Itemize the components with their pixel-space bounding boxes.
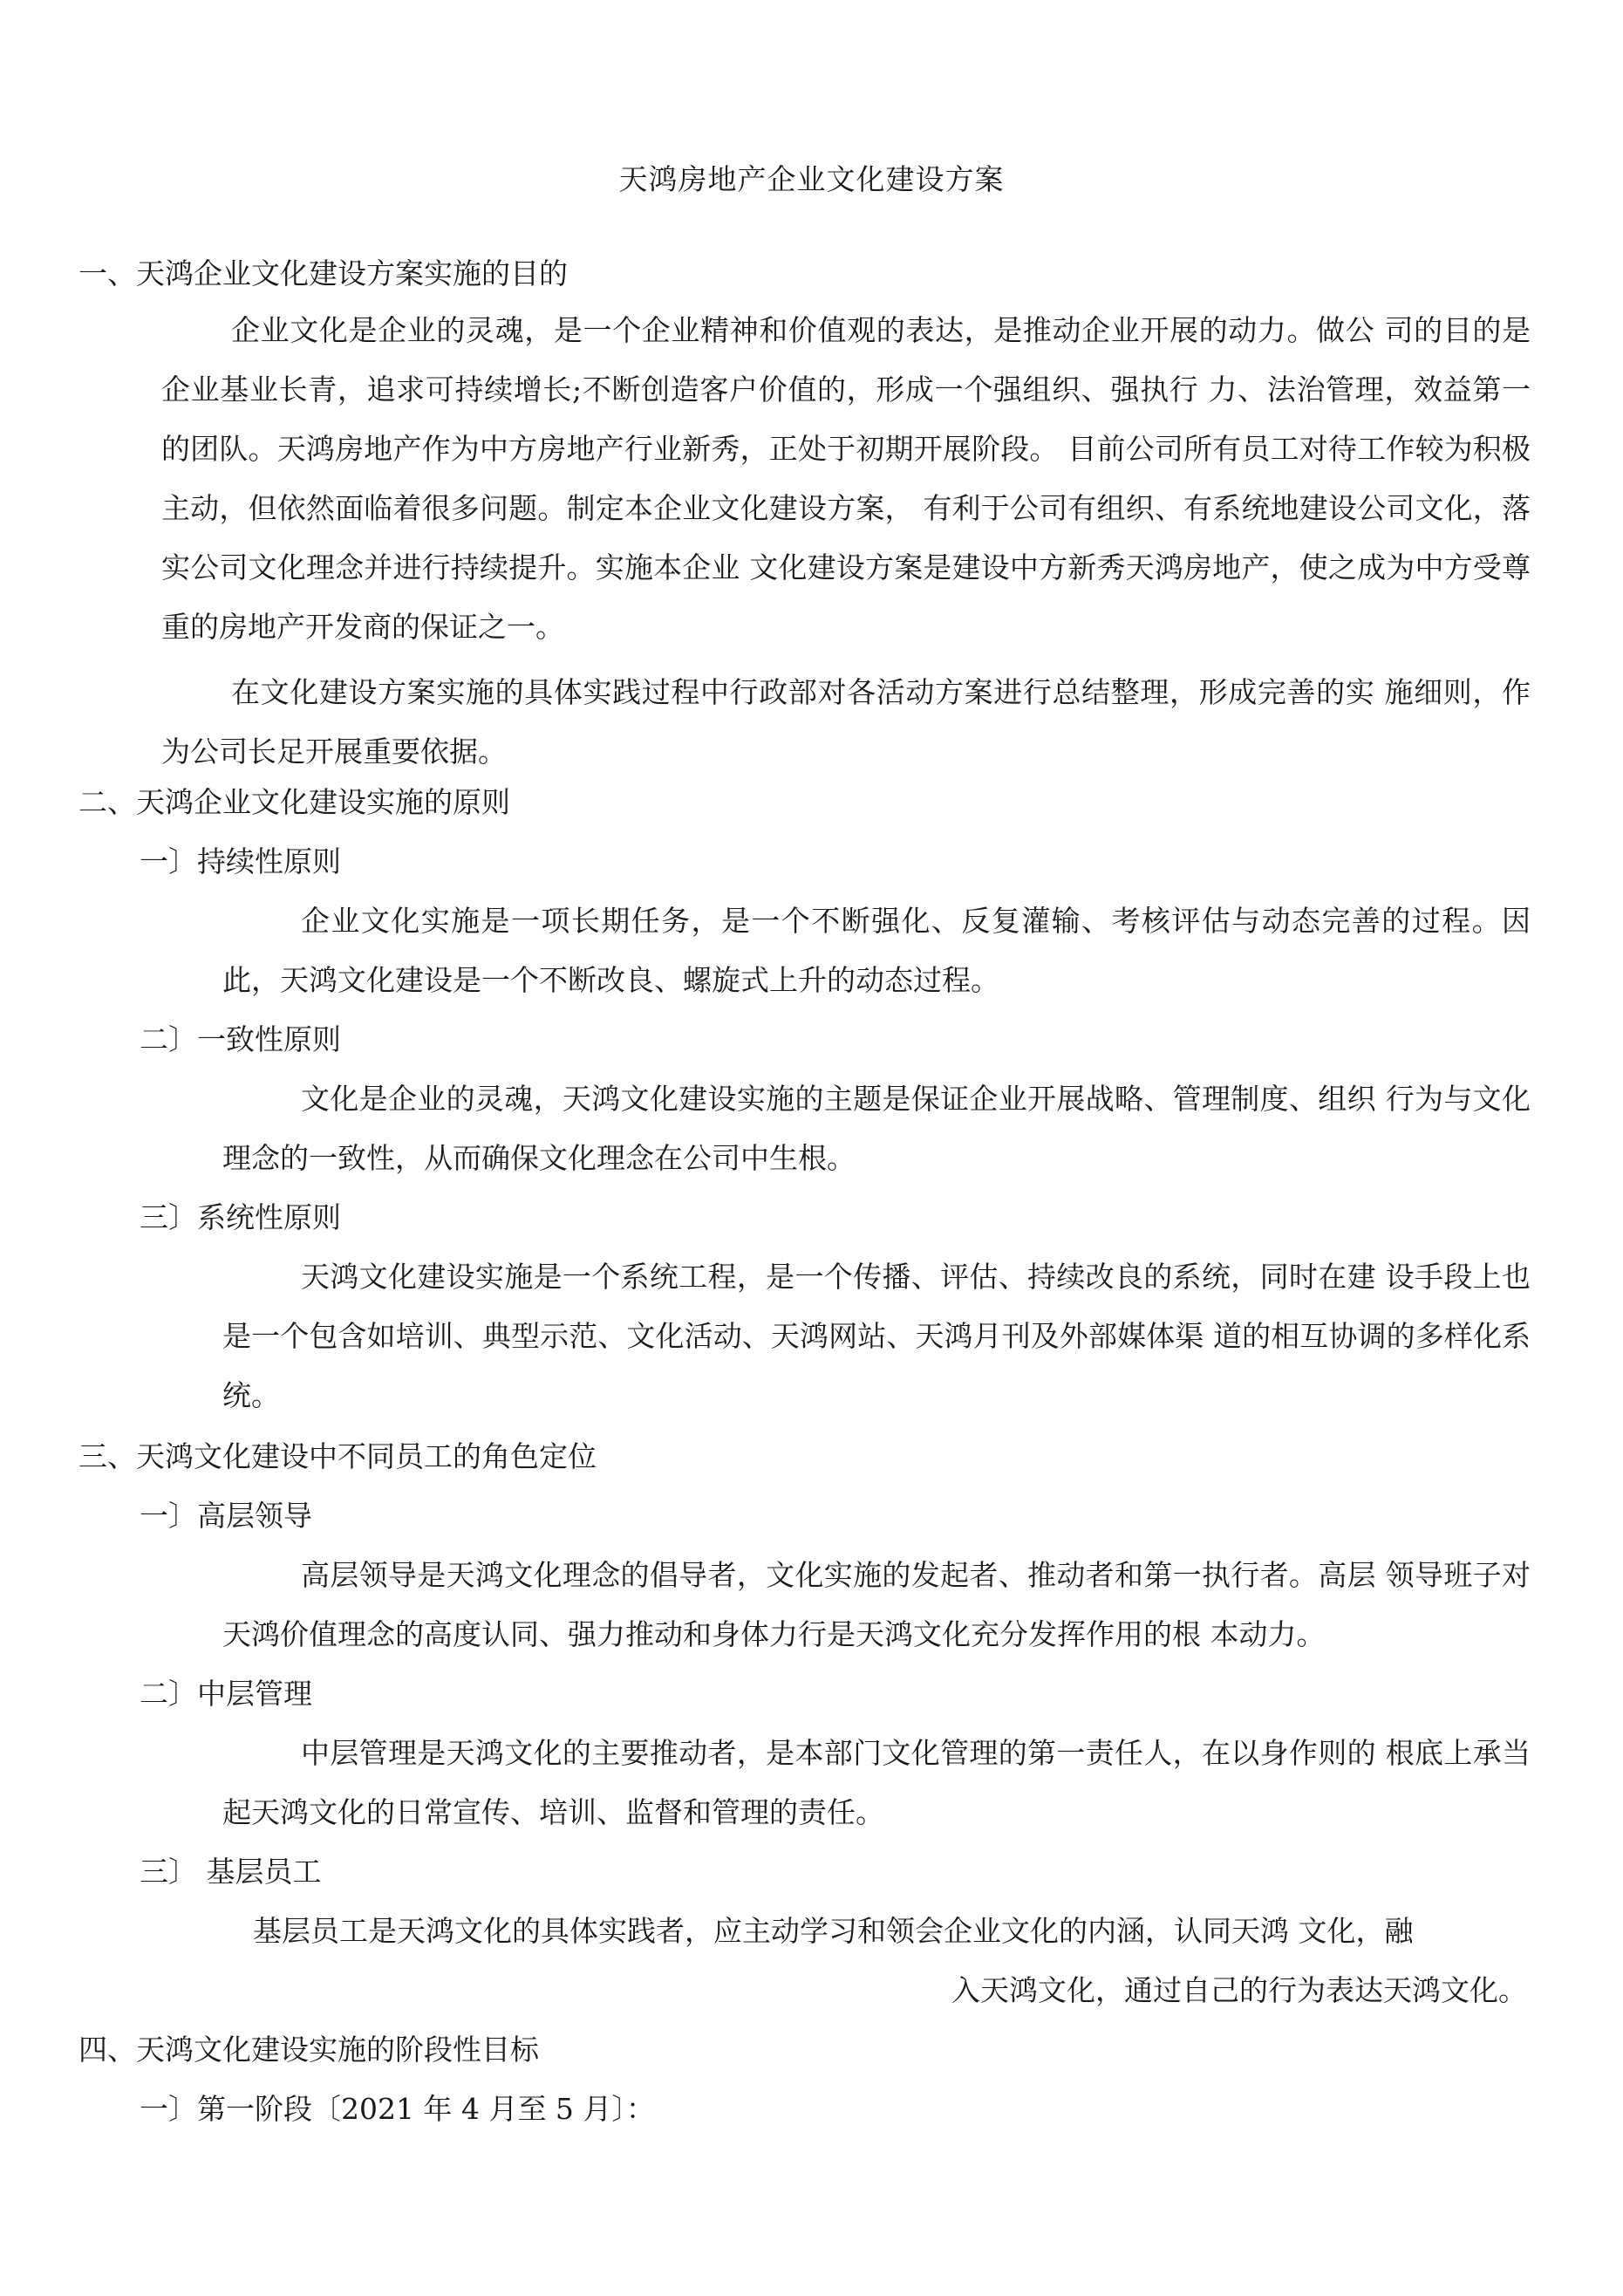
- document-title: 天鸿房地产企业文化建设方案: [618, 162, 1005, 196]
- section-heading-3: 三、天鸿文化建设中不同员工的角色定位: [78, 1439, 597, 1473]
- subsection-text-2-1: 企业文化实施是一项长期任务，是一个不断强化、反复灌输、考核评估与动态完善的过程。因此，天鸿文化建设是一个不断改良、螺旋式上升的动态过程。: [222, 904, 1531, 997]
- section-1-paragraph-2: 在文化建设方案实施的具体实践过程中行政部对各活动方案进行总结整理，形成完善的实 施细则，作为公司长足开展重要依据。: [161, 675, 1531, 769]
- subsection-heading-3-2: 二〕中层管理: [140, 1677, 312, 1711]
- subsection-text-3-3-line-1: 基层员工是天鸿文化的具体实践者，应主动学习和领会企业文化的内涵，认同天鸿 文化，融: [253, 1914, 1414, 1948]
- subsection-text-2-2: 文化是企业的灵魂，天鸿文化建设实施的主题是保证企业开展战略、管理制度、组织 行为与文化理念的一致性，从而确保文化理念在公司中生根。: [222, 1082, 1531, 1175]
- subsection-heading-3-1: 一〕高层领导: [140, 1499, 312, 1533]
- subsection-heading-4-1: 一〕第一阶段〔2021 年 4 月至 5 月〕：: [140, 2092, 655, 2126]
- subsection-text-3-2: 中层管理是天鸿文化的主要推动者，是本部门文化管理的第一责任人，在以身作则的 根底上承当起天鸿文化的日常宣传、培训、监督和管理的责任。: [222, 1736, 1531, 1829]
- subsection-heading-2-1: 一〕持续性原则: [140, 844, 341, 878]
- section-heading-4: 四、天鸿文化建设实施的阶段性目标: [78, 2033, 539, 2067]
- subsection-heading-3-3: 三〕 基层员工: [140, 1855, 322, 1889]
- section-heading-2: 二、天鸿企业文化建设实施的原则: [78, 785, 510, 819]
- section-heading-1: 一、天鸿企业文化建设方案实施的目的: [78, 256, 568, 290]
- subsection-heading-2-2: 二〕一致性原则: [140, 1022, 341, 1056]
- subsection-text-2-3: 天鸿文化建设实施是一个系统工程，是一个传播、评估、持续改良的系统，同时在建 设手段上也是一个包含如培训、典型示范、文化活动、天鸿网站、天鸿月刊及外部媒体渠 道的相互协调的多样化系统。: [222, 1260, 1531, 1412]
- subsection-text-3-1: 高层领导是天鸿文化理念的倡导者，文化实施的发起者、推动者和第一执行者。高层 领导班子对天鸿价值理念的高度认同、强力推动和身体力行是天鸿文化充分发挥作用的根 本动力。: [222, 1558, 1531, 1651]
- section-1-paragraph-1: 企业文化是企业的灵魂，是一个企业精神和价值观的表达，是推动企业开展的动力。做公 司的目的是企业基业长青，追求可持续增长;不断创造客户价值的，形成一个强组织、强执行 力、法治管理，效益第一的团队。天鸿房地产作为中方房地产行业新秀，正处于初期开展阶段。 目前公司所有员工对待工作较为积极主动，但依然面临着很多问题。制定本企业文化建设方案， 有利于公司有组织、有系统地建设公司文化，落实公司文化理念并进行持续提升。实施本企业 文化建设方案是建设中方新秀天鸿房地产，使之成为中方受尊重的房地产开发商的保证之一。: [161, 313, 1531, 644]
- subsection-text-3-3-line-2: 入天鸿文化，通过自己的行为表达天鸿文化。: [951, 1973, 1527, 2007]
- subsection-heading-2-3: 三〕系统性原则: [140, 1200, 341, 1234]
